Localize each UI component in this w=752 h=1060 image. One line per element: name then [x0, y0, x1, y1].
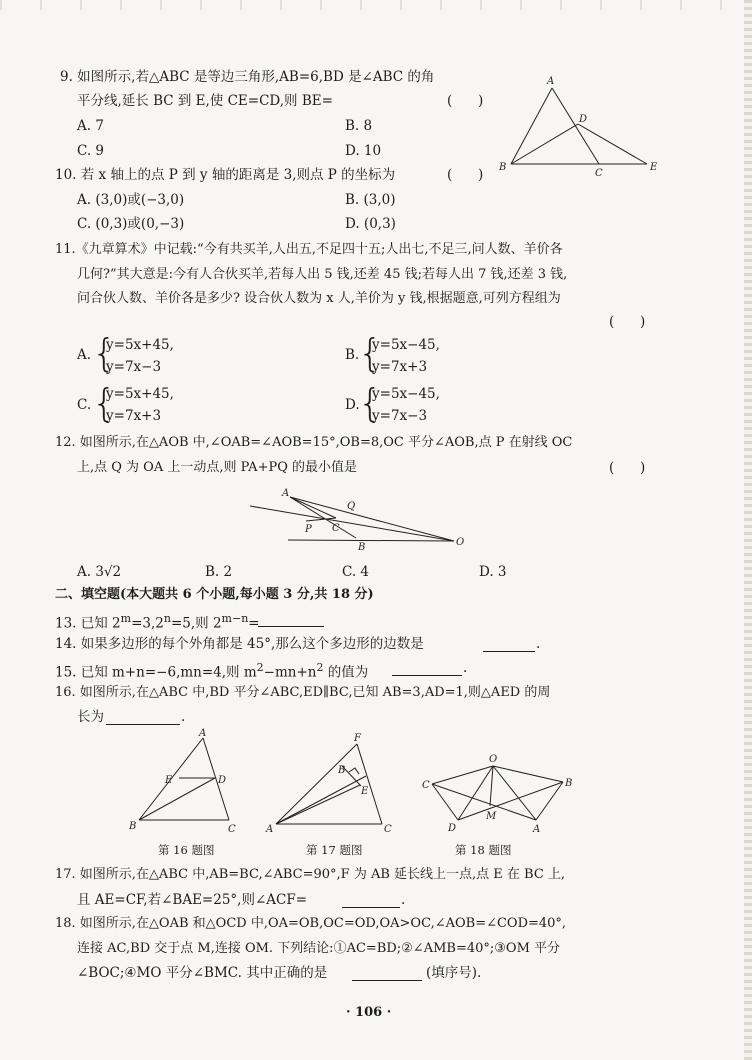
q9-fig-label-b: B — [499, 162, 507, 173]
q18-end: (填序号). — [426, 965, 482, 981]
q10-paren: ( ) — [447, 167, 484, 183]
q10-option-a: A. (3,0)或(−3,0) — [77, 192, 185, 208]
q12-figure — [240, 484, 480, 556]
fig16-label-d: D — [218, 775, 227, 786]
q16-line2: 长为 — [77, 709, 104, 725]
fig16-label-b: B — [129, 821, 137, 832]
q11-line1: 11.《九章算术》中记载:“今有共买羊,人出五,不足四十五;人出七,不足三,问人数、羊价各 — [55, 242, 563, 257]
q11-option-a-eq2: y=7x−3 — [106, 359, 162, 375]
q11-option-a-label: A. — [77, 347, 92, 363]
q11-line3: 问合伙人数、羊价各是多少? 设合伙人数为 x 人,羊价为 y 钱,根据题意,可列方程组为 — [77, 291, 561, 306]
q9-fig-label-d: D — [579, 114, 588, 125]
q13-line — [55, 610, 260, 633]
q9-line1: 9. 如图所示,若△ABC 是等边三角形,AB=6,BD 是∠ABC 的角 — [60, 69, 435, 85]
q9-figure — [495, 72, 665, 182]
q9-option-c: C. 9 — [77, 143, 105, 159]
q12-paren: ( ) — [609, 460, 646, 476]
fig18-caption: 第 18 题图 — [455, 843, 512, 857]
q11-option-c-label: C. — [77, 397, 92, 413]
q13-text-1: 13. 已知 2 — [55, 615, 121, 632]
fig17-label-a: A — [266, 824, 274, 835]
scan-binding-edge — [744, 0, 752, 1060]
q13-sup-3: m−n — [221, 612, 249, 625]
q12-line1: 12. 如图所示,在△AOB 中,∠OAB=∠AOB=15°,OB=8,OC 平分∠AOB,点 P 在射线 OC — [55, 435, 573, 450]
q9-option-d: D. 10 — [345, 143, 382, 159]
fig17-label-e: E — [361, 786, 369, 797]
q12-fig-label-c: C — [332, 523, 340, 534]
q13-sup-2: n — [163, 612, 171, 625]
q12-fig-label-o: O — [456, 537, 465, 548]
q12-fig-label-a: A — [282, 488, 290, 499]
q15-text-3: 的值为 — [323, 664, 369, 681]
section-2-heading: 二、填空题(本大题共 6 个小题,每小题 3 分,共 18 分) — [55, 587, 374, 602]
q12-fig-label-p: P — [305, 524, 312, 535]
q9-fig-label-e: E — [650, 162, 658, 173]
q17-line1: 17. 如图所示,在△ABC 中,AB=BC,∠ABC=90°,F 为 AB 延长线上一点,点 E 在 BC 上, — [55, 867, 566, 882]
q17-line2: 且 AE=CF,若∠BAE=25°,则∠ACF= — [77, 892, 308, 908]
fig17-label-b: B — [338, 765, 346, 776]
q12-option-a: A. 3√2 — [77, 564, 122, 580]
q12-option-c: C. 4 — [342, 564, 370, 580]
fig18-label-m: M — [486, 811, 497, 822]
q17-answer-blank[interactable] — [342, 893, 400, 908]
fig17 — [262, 728, 402, 838]
q11-option-a-eq1: y=5x+45, — [106, 337, 174, 353]
q15-line — [55, 659, 368, 682]
q15-sup-1: 2 — [256, 661, 264, 674]
fig18-label-d: D — [448, 823, 457, 834]
q10-option-b: B. (3,0) — [345, 192, 396, 208]
q17-end: . — [401, 892, 406, 908]
page-number: · 106 · — [346, 1005, 392, 1020]
q11-option-a-brace: { — [92, 331, 117, 375]
q16-line1: 16. 如图所示,在△ABC 中,BD 平分∠ABC,ED∥BC,已知 AB=3,AD=1,则△AED 的周 — [55, 685, 551, 700]
q9-option-b: B. 8 — [345, 118, 373, 134]
fig18-label-a: A — [533, 824, 541, 835]
q11-option-b-eq2: y=7x+3 — [372, 359, 428, 375]
q11-option-d-brace: { — [358, 381, 383, 425]
q13-text-4: = — [248, 615, 260, 632]
fig18 — [418, 752, 578, 838]
q16-end: . — [181, 709, 186, 725]
q14-end: . — [536, 636, 541, 652]
fig17-label-f: F — [354, 733, 361, 744]
q11-line2: 几何?”其大意是:今有人合伙买羊,若每人出 5 钱,还差 45 钱;若每人出 7 钱,还差 3 钱, — [77, 267, 568, 282]
q15-text-2: −mn+n — [263, 664, 317, 681]
fig16-caption: 第 16 题图 — [158, 843, 215, 857]
q11-option-b-label: B. — [345, 347, 360, 363]
q13-text-3: =5,则 2 — [170, 615, 222, 632]
q11-option-d-label: D. — [345, 397, 360, 413]
q11-option-c-brace: { — [92, 381, 117, 425]
fig16-label-e: E — [165, 775, 173, 786]
q15-text-1: 15. 已知 m+n=−6,mn=4,则 m — [55, 664, 257, 681]
scan-top-edge — [0, 0, 752, 10]
q16-answer-blank[interactable] — [106, 710, 180, 725]
q12-fig-label-q: Q — [347, 501, 356, 512]
q12-option-d: D. 3 — [479, 564, 507, 580]
q14-answer-blank[interactable] — [483, 637, 535, 652]
q9-fig-label-c: C — [595, 168, 603, 179]
q18-line2: 连接 AC,BD 交于点 M,连接 OM. 下列结论:①AC=BD;②∠AMB=40°;③OM 平分 — [77, 941, 561, 956]
q13-sup-1: m — [120, 612, 132, 625]
q15-answer-blank[interactable] — [392, 661, 462, 676]
q11-option-d-eq2: y=7x−3 — [372, 408, 428, 424]
q9-fig-label-a: A — [547, 76, 555, 87]
q18-line3: ∠BOC;④MO 平分∠BMC. 其中正确的是 — [77, 965, 328, 981]
q11-option-d-eq1: y=5x−45, — [372, 386, 440, 402]
fig16-label-a: A — [199, 728, 207, 739]
q11-paren: ( ) — [609, 314, 646, 330]
q13-answer-blank[interactable] — [258, 612, 324, 627]
q10-line1: 10. 若 x 轴上的点 P 到 y 轴的距离是 3,则点 P 的坐标为 — [55, 167, 396, 183]
q18-line1: 18. 如图所示,在△OAB 和△OCD 中,OA=OB,OC=OD,OA>OC,∠AOB=∠COD=40°, — [55, 916, 567, 931]
fig16 — [125, 728, 245, 838]
q14-line1: 14. 如果多边形的每个外角都是 45°,那么这个多边形的边数是 — [55, 636, 424, 652]
q15-end: . — [463, 660, 468, 676]
q18-answer-blank[interactable] — [352, 966, 422, 981]
q13-text-2: =3,2 — [131, 615, 164, 632]
q11-option-c-eq1: y=5x+45, — [106, 386, 174, 402]
q11-option-b-brace: { — [358, 331, 383, 375]
q10-option-d: D. (0,3) — [345, 216, 396, 232]
q9-paren: ( ) — [447, 93, 484, 109]
fig17-caption: 第 17 题图 — [306, 843, 363, 857]
q11-option-c-eq2: y=7x+3 — [106, 408, 162, 424]
fig16-label-c: C — [228, 824, 236, 835]
fig18-label-c: C — [422, 780, 430, 791]
fig18-label-o: O — [489, 754, 498, 765]
q12-line2: 上,点 Q 为 OA 上一动点,则 PA+PQ 的最小值是 — [77, 460, 358, 475]
q15-sup-2: 2 — [316, 661, 324, 674]
q12-option-b: B. 2 — [205, 564, 233, 580]
q9-line2: 平分线,延长 BC 到 E,使 CE=CD,则 BE= — [77, 93, 333, 109]
q9-option-a: A. 7 — [77, 118, 104, 134]
fig17-label-c: C — [384, 824, 392, 835]
q10-option-c: C. (0,3)或(0,−3) — [77, 216, 185, 232]
q11-option-b-eq1: y=5x−45, — [372, 337, 440, 353]
q12-fig-label-b: B — [358, 542, 366, 553]
fig18-label-b: B — [565, 778, 573, 789]
